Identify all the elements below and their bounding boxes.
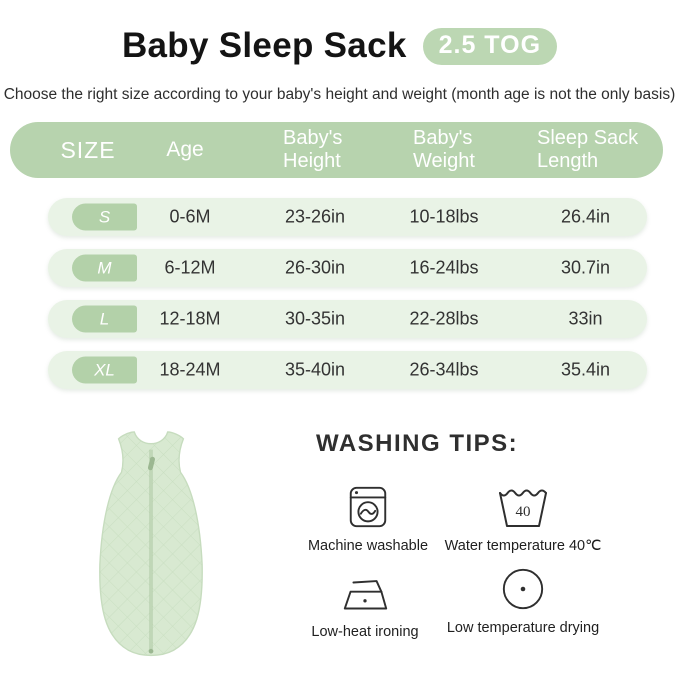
tog-badge: 2.5 TOG <box>423 28 557 65</box>
height-cell: 26-30in <box>284 257 346 278</box>
washing-machine-icon <box>288 482 448 530</box>
table-row <box>48 351 647 389</box>
tip-label: Low-heat ironing <box>311 624 419 640</box>
tip-label: Machine washable <box>307 538 429 554</box>
weight-cell: 26-34lbs <box>409 359 479 380</box>
length-cell: 33in <box>568 308 603 329</box>
height-cell: 30-35in <box>284 308 346 329</box>
length-cell: 26.4in <box>560 206 611 227</box>
age-cell: 18-24M <box>159 359 221 380</box>
tip-label: Water temperature 40℃ <box>444 538 602 554</box>
weight-cell: 16-24lbs <box>409 257 479 278</box>
sleep-sack-illustration <box>82 427 220 663</box>
size-badge: M <box>72 255 137 282</box>
age-cell: 6-12M <box>164 257 216 278</box>
tumble-dry-icon <box>438 564 608 612</box>
sleep-sack-image <box>82 427 220 663</box>
svg-text:40: 40 <box>515 504 531 520</box>
washing-tips-title: WASHING TIPS: <box>316 430 519 457</box>
weight-cell: 22-28lbs <box>409 308 479 329</box>
column-header-baby-height: Baby's Height <box>283 127 343 172</box>
water-temperature-icon <box>438 482 608 530</box>
age-cell: 12-18M <box>159 308 221 329</box>
subtitle: Choose the right size according to your baby's height and weight (month age is not the only basis) <box>3 86 676 103</box>
table-row <box>48 249 647 287</box>
column-header-age: Age <box>166 137 204 161</box>
length-cell: 35.4in <box>560 359 611 380</box>
height-cell: 35-40in <box>284 359 346 380</box>
size-badge: XL <box>72 357 137 384</box>
column-header-size: SIZE <box>60 136 116 163</box>
height-cell: 23-26in <box>284 206 346 227</box>
column-header-sack-length: Sleep Sack Length <box>537 127 639 172</box>
tip-label: Low temperature drying <box>446 620 600 636</box>
size-badge: S <box>72 204 137 231</box>
page-title: Baby Sleep Sack <box>121 26 407 65</box>
tip-machine-washable <box>288 482 448 554</box>
age-cell: 0-6M <box>169 206 211 227</box>
tip-low-heat-ironing <box>285 568 445 640</box>
column-header-baby-weight: Baby's Weight <box>413 127 475 172</box>
table-header-row <box>10 122 663 178</box>
tip-low-temperature-drying <box>438 564 608 636</box>
tip-water-temperature <box>438 482 608 554</box>
table-row <box>48 198 647 236</box>
title-row <box>0 26 679 66</box>
weight-cell: 10-18lbs <box>409 206 479 227</box>
iron-icon <box>285 568 445 616</box>
length-cell: 30.7in <box>560 257 611 278</box>
table-row <box>48 300 647 338</box>
size-badge: L <box>72 306 137 333</box>
